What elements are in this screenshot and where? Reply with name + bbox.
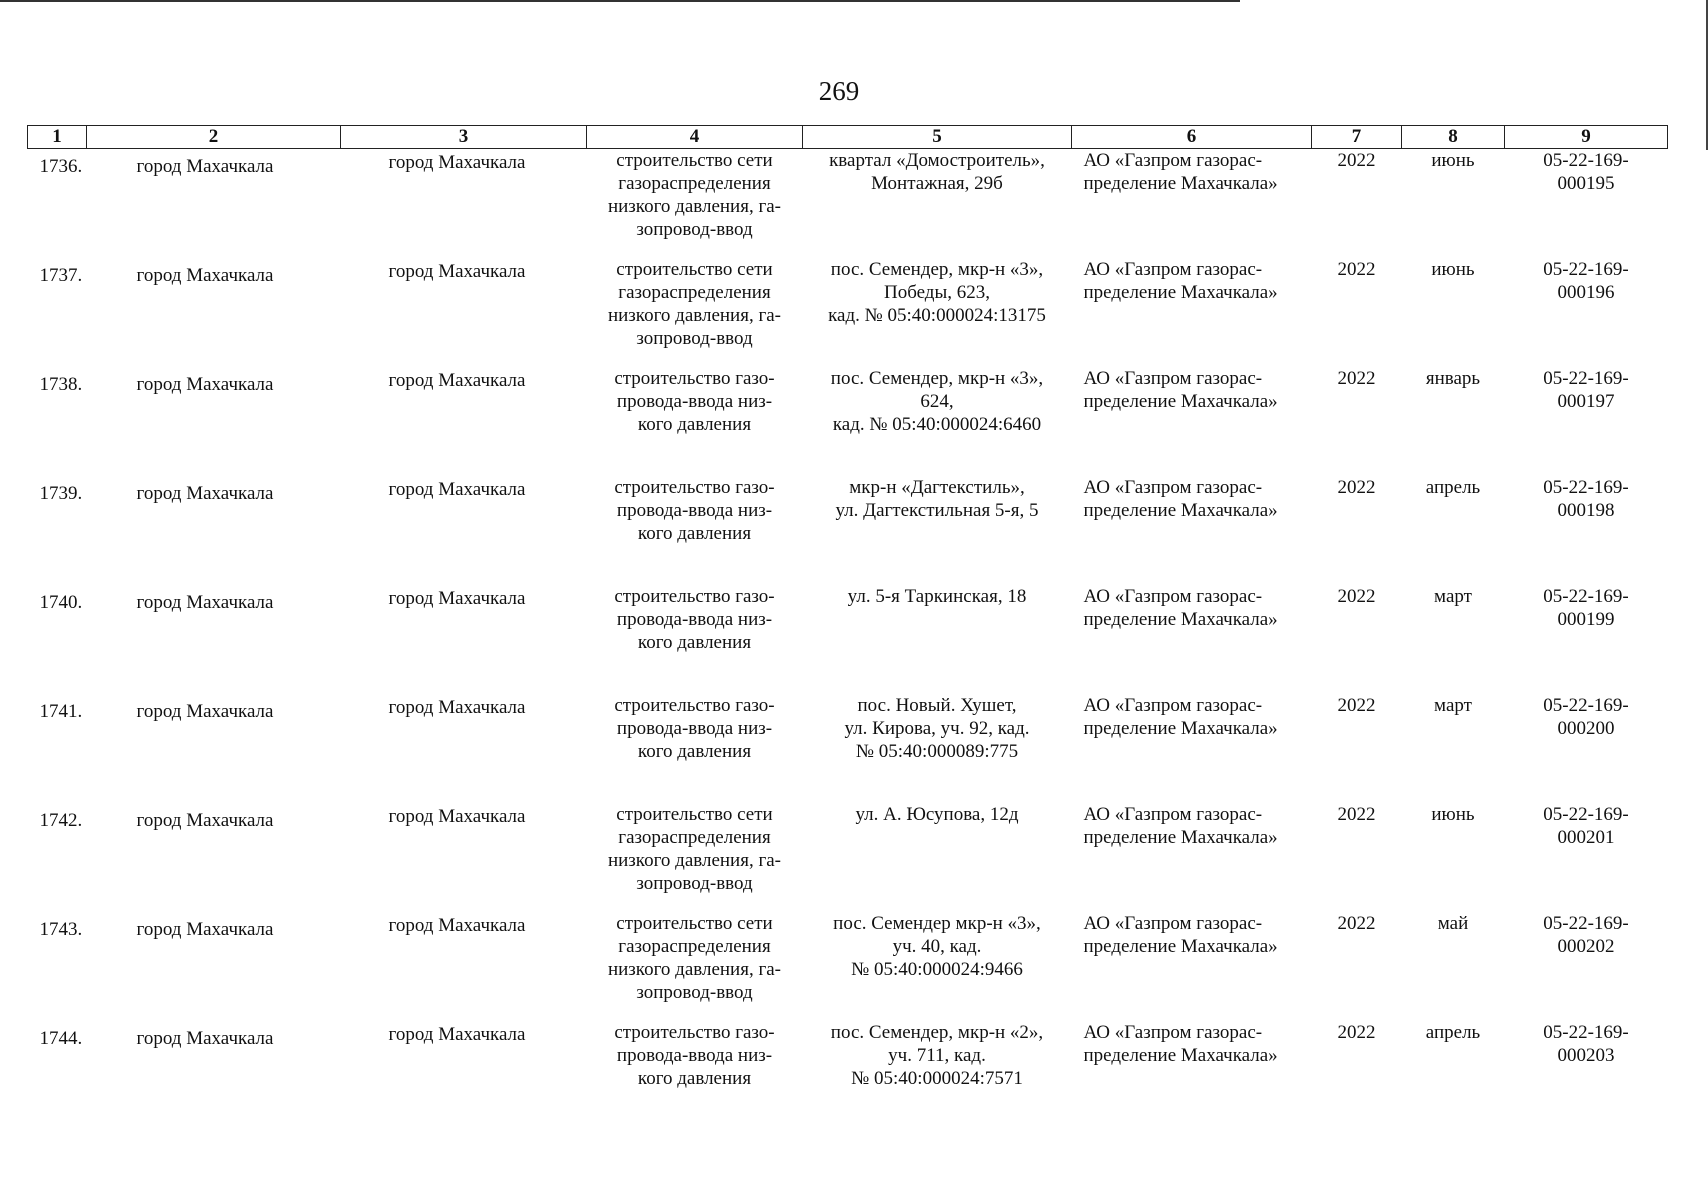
table-row <box>28 1021 1668 1130</box>
address-cell <box>803 258 1072 367</box>
municipality-cell: город Махачкала <box>136 1027 274 1049</box>
settlement-cell: город Махачкала <box>388 805 526 827</box>
month-cell: январь <box>1425 367 1481 389</box>
settlement-cell: город Махачкала <box>388 587 526 609</box>
settlement-cell: город Махачкала <box>388 1023 526 1045</box>
organization-cell <box>1072 258 1312 367</box>
organization-cell <box>1072 1021 1312 1130</box>
work-description-cell <box>587 476 803 585</box>
registry-code-cell-line: 05-22-169- <box>1543 150 1629 171</box>
column-header-9: 9 <box>1505 126 1668 149</box>
address-cell-line: № 05:40:000024:7571 <box>851 1067 1023 1089</box>
month-cell: июнь <box>1431 258 1475 280</box>
table-row <box>28 585 1668 694</box>
month-cell: апрель <box>1425 1021 1481 1043</box>
registry-code-cell-line: 000195 <box>1557 173 1615 194</box>
work-description-cell-line: строительство сети <box>616 258 773 280</box>
registry-code-cell <box>1505 258 1668 367</box>
address-cell <box>803 149 1072 258</box>
work-description-cell-line: провода-ввода низ- <box>616 499 773 521</box>
work-description-cell <box>587 694 803 803</box>
organization-cell-line: АО «Газпром газорас- <box>1083 367 1263 389</box>
registry-code-cell-line: 05-22-169- <box>1543 258 1629 280</box>
address-cell-line: квартал «Домостроитель», <box>829 150 1045 171</box>
table-row <box>28 912 1668 1021</box>
work-description-cell-line: газораспределения <box>618 281 771 303</box>
address-cell-line: уч. 40, кад. <box>892 935 982 957</box>
table-row <box>28 367 1668 476</box>
work-description-cell <box>587 258 803 367</box>
registry-code-cell-line: 000198 <box>1557 499 1615 521</box>
work-description-cell-line: строительство сети <box>616 912 773 934</box>
row-number-cell: 1740. <box>39 591 83 613</box>
registry-code-cell <box>1505 912 1668 1021</box>
municipality-cell: город Махачкала <box>136 809 274 831</box>
address-cell-line: мкр-н «Дагтекстиль», <box>849 476 1025 498</box>
column-header-2: 2 <box>87 126 341 149</box>
work-description-cell-line: низкого давления, га- <box>607 196 782 217</box>
work-description-cell-line: строительство газо- <box>614 694 775 716</box>
work-description-cell <box>587 367 803 476</box>
row-number-cell: 1744. <box>39 1027 83 1049</box>
column-header-1: 1 <box>28 126 87 149</box>
work-description-cell-line: провода-ввода низ- <box>616 717 773 739</box>
table-body <box>28 149 1668 1130</box>
month-cell: март <box>1434 694 1472 716</box>
column-header-6: 6 <box>1072 126 1312 149</box>
settlement-cell: город Махачкала <box>388 478 526 500</box>
settlement-cell: город Махачкала <box>388 260 526 282</box>
address-cell-line: пос. Семендер, мкр-н «3», <box>830 258 1044 280</box>
work-description-cell-line: низкого давления, га- <box>607 958 782 980</box>
month-cell: июнь <box>1431 150 1475 171</box>
year-cell: 2022 <box>1337 694 1376 716</box>
organization-cell-line: пределение Махачкала» <box>1083 390 1278 412</box>
registry-code-cell <box>1505 149 1668 258</box>
organization-cell-line: пределение Махачкала» <box>1083 173 1278 194</box>
month-cell: март <box>1434 585 1472 607</box>
work-description-cell <box>587 149 803 258</box>
registry-code-cell-line: 000196 <box>1557 281 1615 303</box>
organization-cell <box>1072 367 1312 476</box>
registry-code-cell-line: 000203 <box>1557 1044 1615 1066</box>
municipality-cell: город Махачкала <box>136 156 274 177</box>
work-description-cell-line: газораспределения <box>618 173 771 194</box>
organization-cell-line: АО «Газпром газорас- <box>1083 258 1263 280</box>
address-cell-line: ул. А. Юсупова, 12д <box>855 803 1019 825</box>
organization-cell <box>1072 149 1312 258</box>
address-cell <box>803 585 1072 694</box>
year-cell: 2022 <box>1337 367 1376 389</box>
registry-code-cell-line: 05-22-169- <box>1543 912 1629 934</box>
registry-table-area <box>27 125 1667 1130</box>
column-header-5: 5 <box>803 126 1072 149</box>
registry-code-cell <box>1505 476 1668 585</box>
registry-code-cell-line: 000202 <box>1557 935 1615 957</box>
address-cell-line: Монтажная, 29б <box>871 173 1003 194</box>
work-description-cell-line: зопровод-ввод <box>636 872 753 894</box>
work-description-cell-line: строительство сети <box>616 150 773 171</box>
municipality-cell: город Махачкала <box>136 918 274 940</box>
work-description-cell-line: строительство газо- <box>614 1021 775 1043</box>
registry-code-cell-line: 05-22-169- <box>1543 803 1629 825</box>
table-row <box>28 694 1668 803</box>
row-number-cell: 1743. <box>39 918 83 940</box>
address-cell <box>803 476 1072 585</box>
address-cell-line: кад. № 05:40:000024:6460 <box>832 413 1042 435</box>
work-description-cell-line: строительство сети <box>616 803 773 825</box>
work-description-cell-line: зопровод-ввод <box>636 981 753 1003</box>
registry-code-cell-line: 05-22-169- <box>1543 694 1629 716</box>
settlement-cell: город Махачкала <box>388 914 526 936</box>
organization-cell-line: пределение Махачкала» <box>1083 717 1278 739</box>
month-cell: апрель <box>1425 476 1481 498</box>
municipality-cell: город Махачкала <box>136 482 274 504</box>
settlement-cell: город Махачкала <box>388 696 526 718</box>
table-row <box>28 476 1668 585</box>
table-row <box>28 258 1668 367</box>
registry-code-cell <box>1505 585 1668 694</box>
work-description-cell-line: кого давления <box>637 740 752 762</box>
work-description-cell-line: зопровод-ввод <box>636 327 753 349</box>
registry-code-cell-line: 000199 <box>1557 608 1615 630</box>
work-description-cell-line: кого давления <box>637 413 752 435</box>
address-cell <box>803 367 1072 476</box>
work-description-cell-line: газораспределения <box>618 935 771 957</box>
scan-edge-line <box>0 0 1240 2</box>
municipality-cell: город Махачкала <box>136 264 274 286</box>
address-cell-line: пос. Семендер, мкр-н «2», <box>830 1021 1044 1043</box>
column-header-4: 4 <box>587 126 803 149</box>
work-description-cell-line: кого давления <box>637 631 752 653</box>
month-cell: июнь <box>1431 803 1475 825</box>
registry-code-cell <box>1505 803 1668 912</box>
work-description-cell-line: кого давления <box>637 1067 752 1089</box>
organization-cell-line: АО «Газпром газорас- <box>1083 476 1263 498</box>
address-cell-line: кад. № 05:40:000024:13175 <box>828 304 1046 326</box>
page-number: 269 <box>818 76 860 106</box>
address-cell-line: Победы, 623, <box>883 281 990 303</box>
registry-code-cell-line: 000201 <box>1557 826 1615 848</box>
month-cell: май <box>1437 912 1469 934</box>
column-number-header-row <box>28 126 1668 149</box>
work-description-cell-line: кого давления <box>637 522 752 544</box>
organization-cell <box>1072 912 1312 1021</box>
organization-cell-line: АО «Газпром газорас- <box>1083 694 1263 716</box>
table-row <box>28 803 1668 912</box>
column-header-7: 7 <box>1312 126 1402 149</box>
settlement-cell: город Махачкала <box>388 152 526 173</box>
address-cell <box>803 803 1072 912</box>
work-description-cell-line: провода-ввода низ- <box>616 1044 773 1066</box>
row-number-cell: 1742. <box>39 809 83 831</box>
address-cell-line: № 05:40:000089:775 <box>855 740 1019 762</box>
work-description-cell-line: газораспределения <box>618 826 771 848</box>
address-cell-line: 624, <box>920 390 954 412</box>
year-cell: 2022 <box>1337 150 1376 171</box>
registry-code-cell <box>1505 694 1668 803</box>
registry-code-cell-line: 05-22-169- <box>1543 585 1629 607</box>
column-header-8: 8 <box>1402 126 1505 149</box>
organization-cell-line: АО «Газпром газорас- <box>1083 803 1263 825</box>
registry-code-cell-line: 05-22-169- <box>1543 476 1629 498</box>
registry-code-cell <box>1505 1021 1668 1130</box>
address-cell-line: ул. Кирова, уч. 92, кад. <box>844 717 1030 739</box>
registry-code-cell-line: 05-22-169- <box>1543 1021 1629 1043</box>
row-number-cell: 1737. <box>39 264 83 286</box>
organization-cell-line: пределение Махачкала» <box>1083 826 1278 848</box>
organization-cell <box>1072 476 1312 585</box>
organization-cell <box>1072 585 1312 694</box>
organization-cell-line: пределение Махачкала» <box>1083 281 1278 303</box>
work-description-cell <box>587 912 803 1021</box>
registry-code-cell-line: 000200 <box>1557 717 1615 739</box>
work-description-cell-line: провода-ввода низ- <box>616 608 773 630</box>
registry-code-cell-line: 05-22-169- <box>1543 367 1629 389</box>
municipality-cell: город Махачкала <box>136 591 274 613</box>
registry-code-cell-line: 000197 <box>1557 390 1615 412</box>
organization-cell-line: АО «Газпром газорас- <box>1083 912 1263 934</box>
address-cell-line: ул. 5-я Таркинская, 18 <box>847 585 1027 607</box>
work-description-cell-line: строительство газо- <box>614 585 775 607</box>
municipality-cell: город Махачкала <box>136 700 274 722</box>
organization-cell <box>1072 803 1312 912</box>
address-cell-line: пос. Семендер, мкр-н «3», <box>830 367 1044 389</box>
organization-cell-line: АО «Газпром газорас- <box>1083 585 1263 607</box>
address-cell-line: уч. 711, кад. <box>888 1044 986 1066</box>
organization-cell <box>1072 694 1312 803</box>
row-number-cell: 1738. <box>39 373 83 395</box>
work-description-cell-line: низкого давления, га- <box>607 849 782 871</box>
work-description-cell-line: зопровод-ввод <box>636 219 753 240</box>
work-description-cell <box>587 803 803 912</box>
address-cell-line: № 05:40:000024:9466 <box>851 958 1023 980</box>
registry-table <box>27 125 1668 1130</box>
year-cell: 2022 <box>1337 476 1376 498</box>
year-cell: 2022 <box>1337 1021 1376 1043</box>
organization-cell-line: пределение Махачкала» <box>1083 1044 1278 1066</box>
table-row <box>28 149 1668 258</box>
organization-cell-line: пределение Махачкала» <box>1083 935 1278 957</box>
registry-code-cell <box>1505 367 1668 476</box>
work-description-cell-line: низкого давления, га- <box>607 304 782 326</box>
address-cell-line: ул. Дагтекстильная 5-я, 5 <box>835 499 1039 521</box>
organization-cell-line: АО «Газпром газорас- <box>1083 1021 1263 1043</box>
work-description-cell-line: провода-ввода низ- <box>616 390 773 412</box>
address-cell-line: пос. Новый. Хушет, <box>857 694 1017 716</box>
year-cell: 2022 <box>1337 912 1376 934</box>
year-cell: 2022 <box>1337 803 1376 825</box>
organization-cell-line: пределение Махачкала» <box>1083 499 1278 521</box>
row-number-cell: 1739. <box>39 482 83 504</box>
year-cell: 2022 <box>1337 258 1376 280</box>
organization-cell-line: пределение Махачкала» <box>1083 608 1278 630</box>
work-description-cell-line: строительство газо- <box>614 476 775 498</box>
address-cell <box>803 1021 1072 1130</box>
address-cell <box>803 694 1072 803</box>
municipality-cell: город Махачкала <box>136 373 274 395</box>
organization-cell-line: АО «Газпром газорас- <box>1083 150 1263 171</box>
column-header-3: 3 <box>341 126 587 149</box>
work-description-cell <box>587 585 803 694</box>
address-cell-line: пос. Семендер мкр-н «3», <box>833 912 1041 934</box>
year-cell: 2022 <box>1337 585 1376 607</box>
work-description-cell <box>587 1021 803 1130</box>
row-number-cell: 1736. <box>39 156 83 177</box>
work-description-cell-line: строительство газо- <box>614 367 775 389</box>
address-cell <box>803 912 1072 1021</box>
row-number-cell: 1741. <box>39 700 83 722</box>
settlement-cell: город Махачкала <box>388 369 526 391</box>
